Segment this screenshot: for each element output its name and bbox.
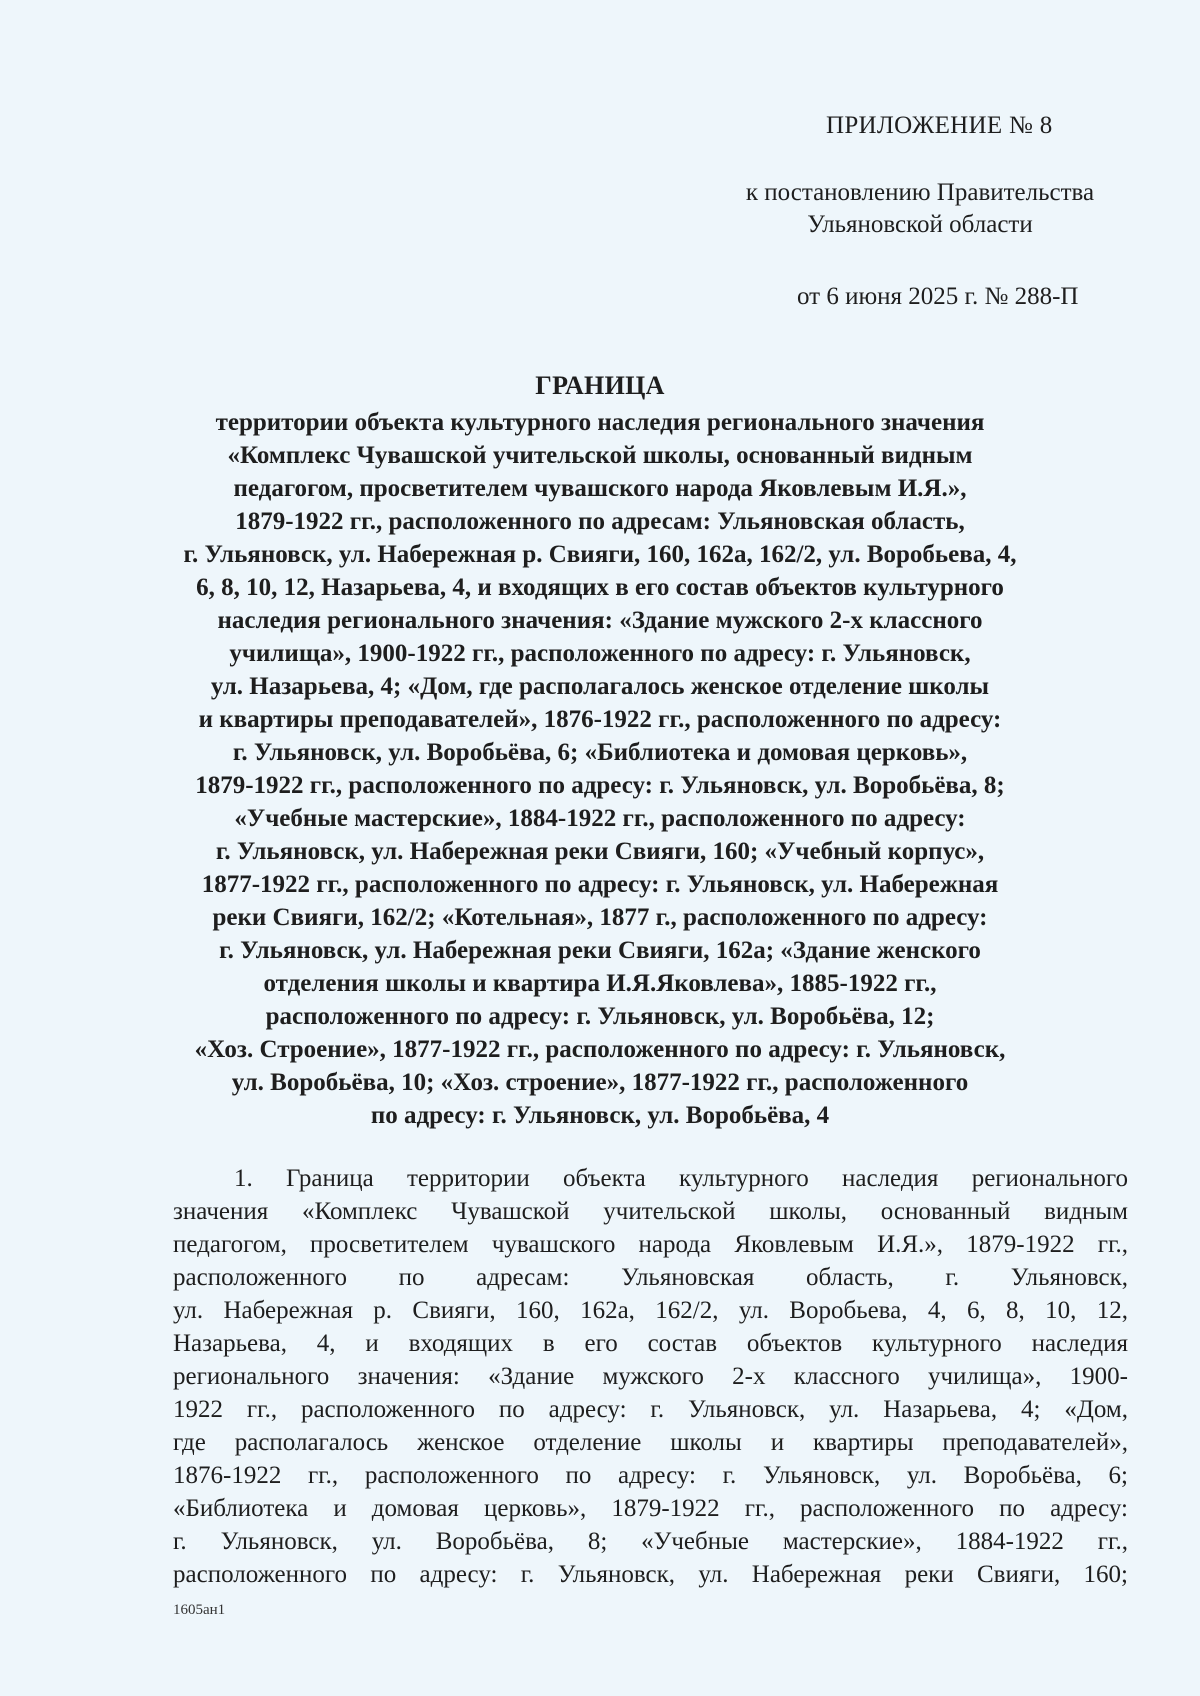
paragraph-line: Назарьева, 4, и входящих в его состав объектов культурного наследия	[173, 1330, 1128, 1357]
document-subtitle	[140, 406, 1060, 1132]
paragraph-line: г. Ульяновск, ул. Воробьёва, 8; «Учебные мастерские», 1884-1922 гг.,	[173, 1528, 1128, 1555]
document-title: ГРАНИЦА	[535, 371, 665, 400]
body-paragraph	[173, 1162, 1128, 1591]
annex-reference-line: Ульяновской области	[807, 211, 1033, 238]
subtitle-line: педагогом, просветителем чувашского народа Яковлевым И.Я.»,	[233, 475, 967, 502]
paragraph-line: регионального значения: «Здание мужского 2-х классного училища», 1900-	[173, 1363, 1128, 1390]
paragraph-line: расположенного по адресу: г. Ульяновск, ул. Набережная реки Свияги, 160;	[173, 1561, 1128, 1588]
paragraph-line: значения «Комплекс Чувашской учительской школы, основанный видным	[173, 1198, 1128, 1225]
paragraph-line: «Библиотека и домовая церковь», 1879-1922 гг., расположенного по адресу:	[173, 1495, 1128, 1522]
subtitle-line: отделения школы и квартира И.Я.Яковлева», 1885-1922 гг.,	[263, 970, 937, 997]
subtitle-line: «Комплекс Чувашской учительской школы, основанный видным	[227, 442, 973, 469]
subtitle-line: 1879-1922 гг., расположенного по адресу: г. Ульяновск, ул. Воробьёва, 8;	[195, 772, 1005, 799]
subtitle-line: расположенного по адресу: г. Ульяновск, ул. Воробьёва, 12;	[265, 1003, 935, 1030]
subtitle-line: по адресу: г. Ульяновск, ул. Воробьёва, 4	[370, 1102, 830, 1129]
subtitle-line: ул. Назарьева, 4; «Дом, где располагалось женское отделение школы	[210, 673, 990, 700]
paragraph-line: расположенного по адресам: Ульяновская область, г. Ульяновск,	[173, 1264, 1128, 1291]
subtitle-line: 1879-1922 гг., расположенного по адресам: Ульяновская область,	[235, 508, 965, 535]
subtitle-line: ул. Воробьёва, 10; «Хоз. строение», 1877-1922 гг., расположенного	[231, 1069, 969, 1096]
subtitle-line: территории объекта культурного наследия регионального значения	[215, 409, 985, 436]
annex-label: ПРИЛОЖЕНИЕ № 8	[826, 112, 1053, 139]
subtitle-line: г. Ульяновск, ул. Набережная реки Свияги, 160; «Учебный корпус»,	[215, 838, 985, 865]
subtitle-line: г. Ульяновск, ул. Воробьёва, 6; «Библиотека и домовая церковь»,	[232, 739, 968, 766]
subtitle-line: наследия регионального значения: «Здание мужского 2-х классного	[217, 607, 983, 634]
subtitle-line: «Хоз. Строение», 1877-1922 гг., расположенного по адресу: г. Ульяновск,	[194, 1036, 1006, 1063]
annex-reference-line: к постановлению Правительства	[745, 179, 1095, 206]
subtitle-line: и квартиры преподавателей», 1876-1922 гг., расположенного по адресу:	[198, 706, 1002, 733]
annex-date: от 6 июня 2025 г. № 288-П	[797, 283, 1079, 310]
subtitle-line: училища», 1900-1922 гг., расположенного по адресу: г. Ульяновск,	[229, 640, 971, 667]
subtitle-line: 1877-1922 гг., расположенного по адресу: г. Ульяновск, ул. Набережная	[201, 871, 999, 898]
document-code: 1605ан1	[173, 1602, 226, 1618]
subtitle-line: «Учебные мастерские», 1884-1922 гг., расположенного по адресу:	[234, 805, 966, 832]
subtitle-line: 6, 8, 10, 12, Назарьева, 4, и входящих в его состав объектов культурного	[196, 574, 1004, 601]
subtitle-line: г. Ульяновск, ул. Набережная реки Свияги, 162а; «Здание женского	[219, 937, 981, 964]
paragraph-line: ул. Набережная р. Свияги, 160, 162а, 162/2, ул. Воробьева, 4, 6, 8, 10, 12,	[173, 1297, 1128, 1324]
subtitle-line: реки Свияги, 162/2; «Котельная», 1877 г., расположенного по адресу:	[212, 904, 988, 931]
annex-reference	[700, 177, 1140, 241]
paragraph-line: 1. Граница территории объекта культурного наследия регионального	[234, 1165, 1128, 1192]
subtitle-line: г. Ульяновск, ул. Набережная р. Свияги, 160, 162а, 162/2, ул. Воробьева, 4,	[183, 541, 1017, 568]
paragraph-line: 1922 гг., расположенного по адресу: г. Ульяновск, ул. Назарьева, 4; «Дом,	[173, 1396, 1128, 1423]
paragraph-line: 1876-1922 гг., расположенного по адресу: г. Ульяновск, ул. Воробьёва, 6;	[173, 1462, 1128, 1489]
paragraph-line: педагогом, просветителем чувашского народа Яковлевым И.Я.», 1879-1922 гг.,	[173, 1231, 1128, 1258]
paragraph-line: где располагалось женское отделение школы и квартиры преподавателей»,	[173, 1429, 1128, 1456]
